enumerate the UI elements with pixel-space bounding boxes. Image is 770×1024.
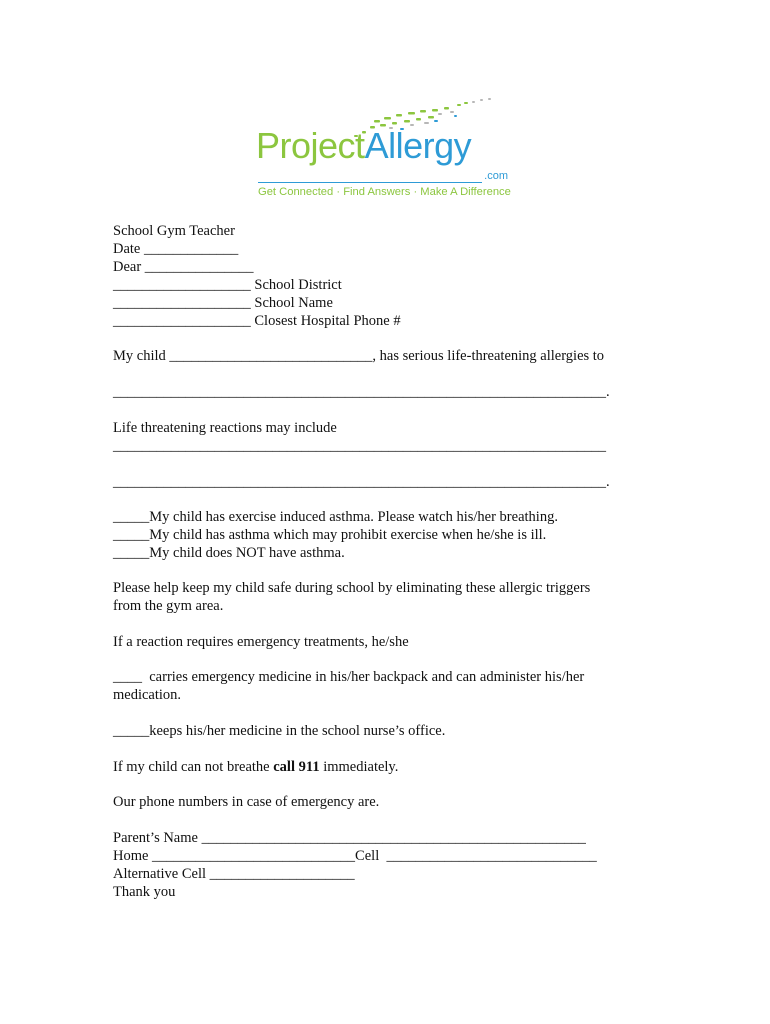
reactions-blank-1: ____________________________________________________________________	[113, 438, 606, 454]
logo-dotcom: .com	[484, 170, 508, 182]
reactions-intro: Life threatening reactions may include	[113, 420, 337, 436]
asthma-option-exercise: _____My child has exercise induced asthma. Please watch his/her breathing.	[113, 509, 558, 525]
thank-you: Thank you	[113, 884, 176, 900]
safety-request-line-2: from the gym area.	[113, 598, 224, 614]
hospital-phone-field: ___________________ Closest Hospital Phone #	[113, 313, 401, 329]
logo-tagline: Get Connected · Find Answers · Make A Difference	[258, 186, 511, 198]
alternative-cell-field: Alternative Cell ____________________	[113, 866, 355, 882]
carries-medicine-line-1: ____ carries emergency medicine in his/her backpack and can administer his/her	[113, 669, 585, 685]
home-cell-field: Home ____________________________Cell _____________________________	[113, 848, 597, 864]
parent-name-field: Parent’s Name _____________________________________________________	[113, 830, 586, 846]
asthma-option-none: _____My child does NOT have asthma.	[113, 545, 345, 561]
logo-rule	[258, 182, 482, 183]
emergency-intro: If a reaction requires emergency treatments, he/she	[113, 634, 409, 650]
phone-intro: Our phone numbers in case of emergency are.	[113, 794, 380, 810]
school-name-field: ___________________ School Name	[113, 295, 333, 311]
dear-field: Dear _______________	[113, 259, 254, 275]
school-district-field: ___________________ School District	[113, 277, 342, 293]
call-911-emphasis: call 911	[273, 759, 320, 775]
asthma-option-ill: _____My child has asthma which may prohibit exercise when he/she is ill.	[113, 527, 547, 543]
nurse-office-line: _____keeps his/her medicine in the school nurse’s office.	[113, 723, 446, 739]
date-field: Date _____________	[113, 241, 239, 257]
allergies-line: My child ____________________________, has serious life-threatening allergies to	[113, 348, 605, 364]
logo-o-flower: o	[291, 125, 311, 166]
safety-request-line-1: Please help keep my child safe during school by eliminating these allergic triggers	[113, 580, 591, 596]
call-911-line: If my child can not breathe call 911 immediately.	[113, 759, 399, 775]
logo-wordmark: ProjectAllergy	[256, 125, 472, 166]
carries-medicine-line-2: medication.	[113, 687, 182, 703]
recipient-line: School Gym Teacher	[113, 223, 235, 239]
allergies-blank: ____________________________________________________________________.	[113, 384, 610, 400]
project-allergy-logo	[256, 98, 518, 204]
reactions-blank-2: ____________________________________________________________________.	[113, 474, 610, 490]
